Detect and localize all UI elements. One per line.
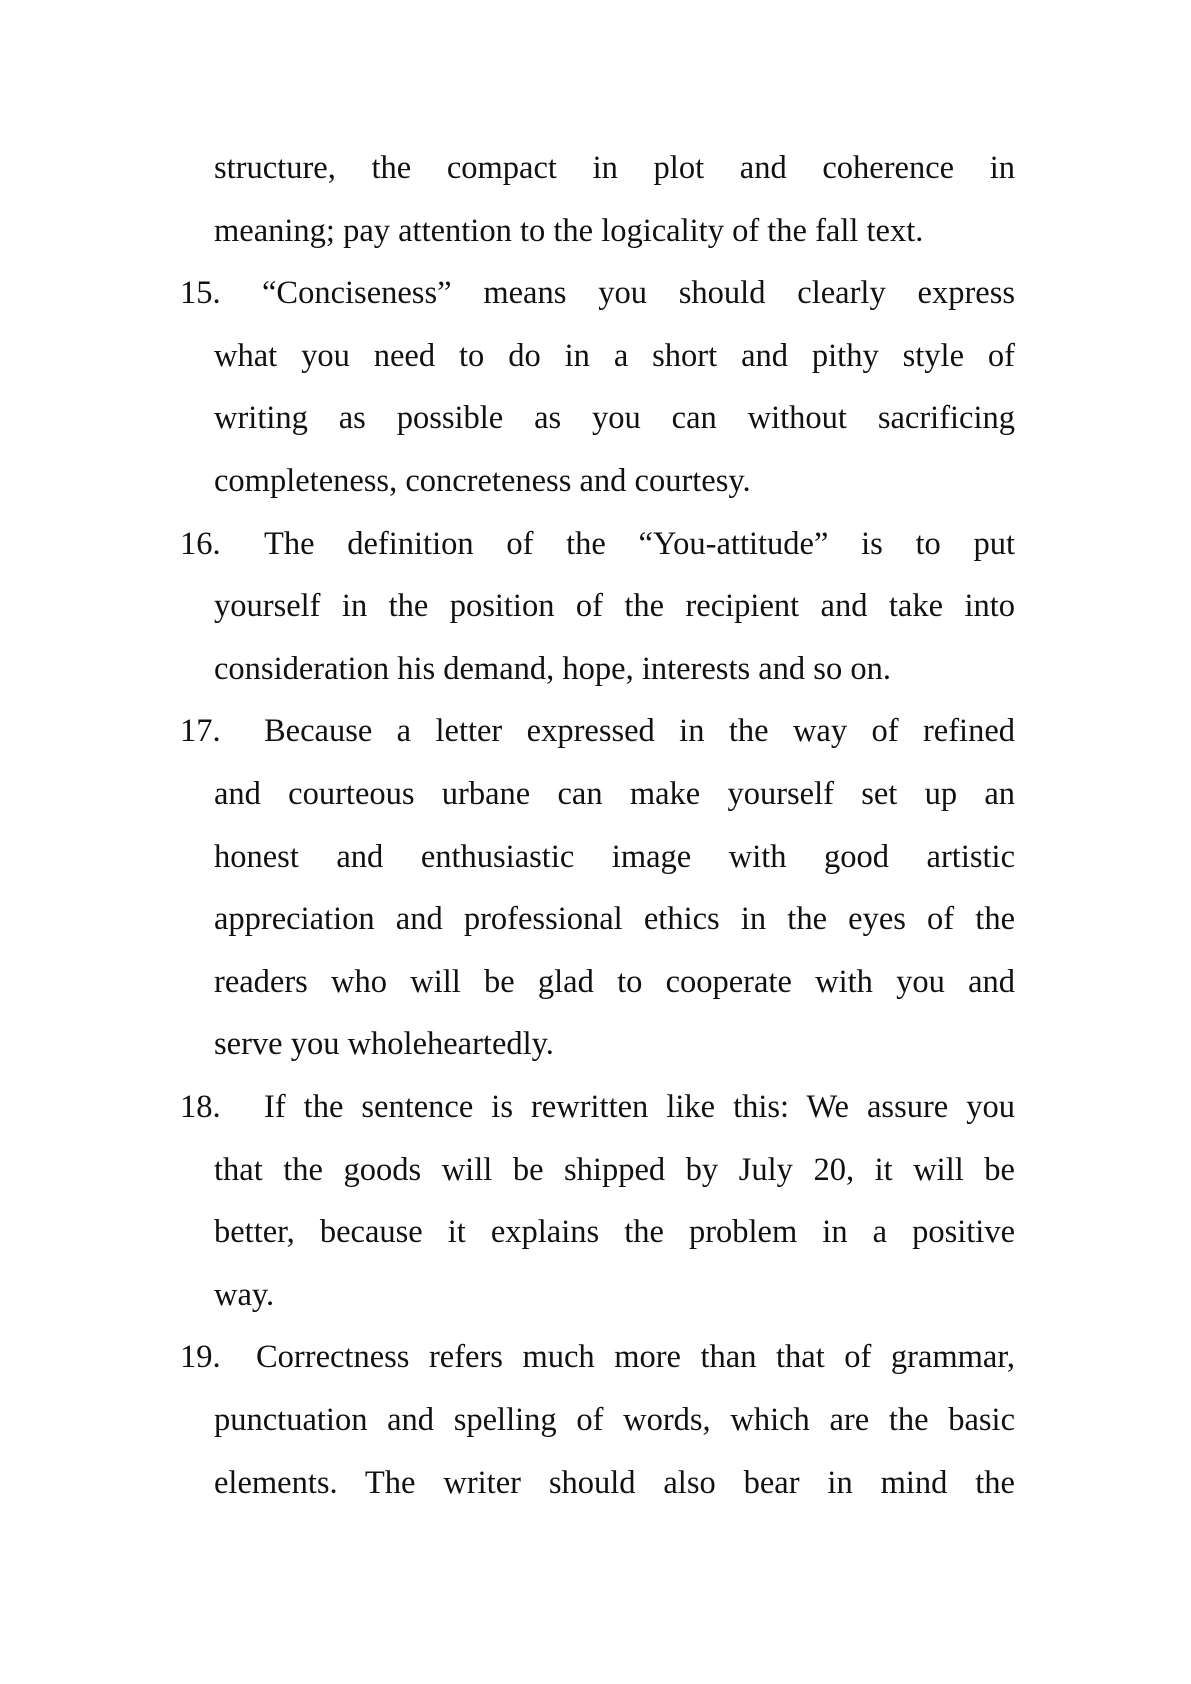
body-line: structure, the compact in plot and coherence in bbox=[214, 150, 1015, 186]
item-line: that the goods will be shipped by July 20, it will be bbox=[214, 1151, 1015, 1188]
item-line: punctuation and spelling of words, which are the basic bbox=[214, 1402, 1015, 1438]
item-line: way. bbox=[214, 1276, 275, 1313]
item-line: honest and enthusiastic image with good artistic bbox=[214, 838, 1015, 875]
item-line: writing as possible as you can without sacrificing bbox=[214, 400, 1015, 437]
item-line: elements. The writer should also bear in mind the bbox=[214, 1464, 1015, 1501]
item-line: better, because it explains the problem in a positive bbox=[214, 1214, 1015, 1251]
item-number: 16. bbox=[180, 525, 221, 562]
item-line: appreciation and professional ethics in the eyes of the bbox=[214, 901, 1015, 938]
item-number: 15. bbox=[180, 275, 221, 312]
item-line: and courteous urbane can make yourself set up an bbox=[214, 776, 1015, 812]
item-line: Because a letter expressed in the way of refined bbox=[264, 713, 1015, 750]
item-line: The definition of the “You-attitude” is to put bbox=[264, 525, 1015, 562]
item-line: readers who will be glad to cooperate with you and bbox=[214, 963, 1015, 1000]
item-number: 17. bbox=[180, 713, 221, 750]
item-line: “Conciseness” means you should clearly express bbox=[262, 275, 1015, 312]
body-line: meaning; pay attention to the logicality of the fall text. bbox=[214, 212, 924, 249]
item-number: 18. bbox=[180, 1089, 221, 1125]
item-line: completeness, concreteness and courtesy. bbox=[214, 463, 751, 499]
item-line: serve you wholeheartedly. bbox=[214, 1026, 554, 1063]
item-line: Correctness refers much more than that of grammar, bbox=[256, 1339, 1015, 1376]
item-number: 19. bbox=[180, 1339, 221, 1376]
item-line: yourself in the position of the recipient and take into bbox=[214, 588, 1015, 625]
item-line: consideration his demand, hope, interests and so on. bbox=[214, 650, 891, 687]
item-line: what you need to do in a short and pithy style of bbox=[214, 337, 1015, 374]
item-line: If the sentence is rewritten like this: We assure you bbox=[264, 1089, 1015, 1125]
